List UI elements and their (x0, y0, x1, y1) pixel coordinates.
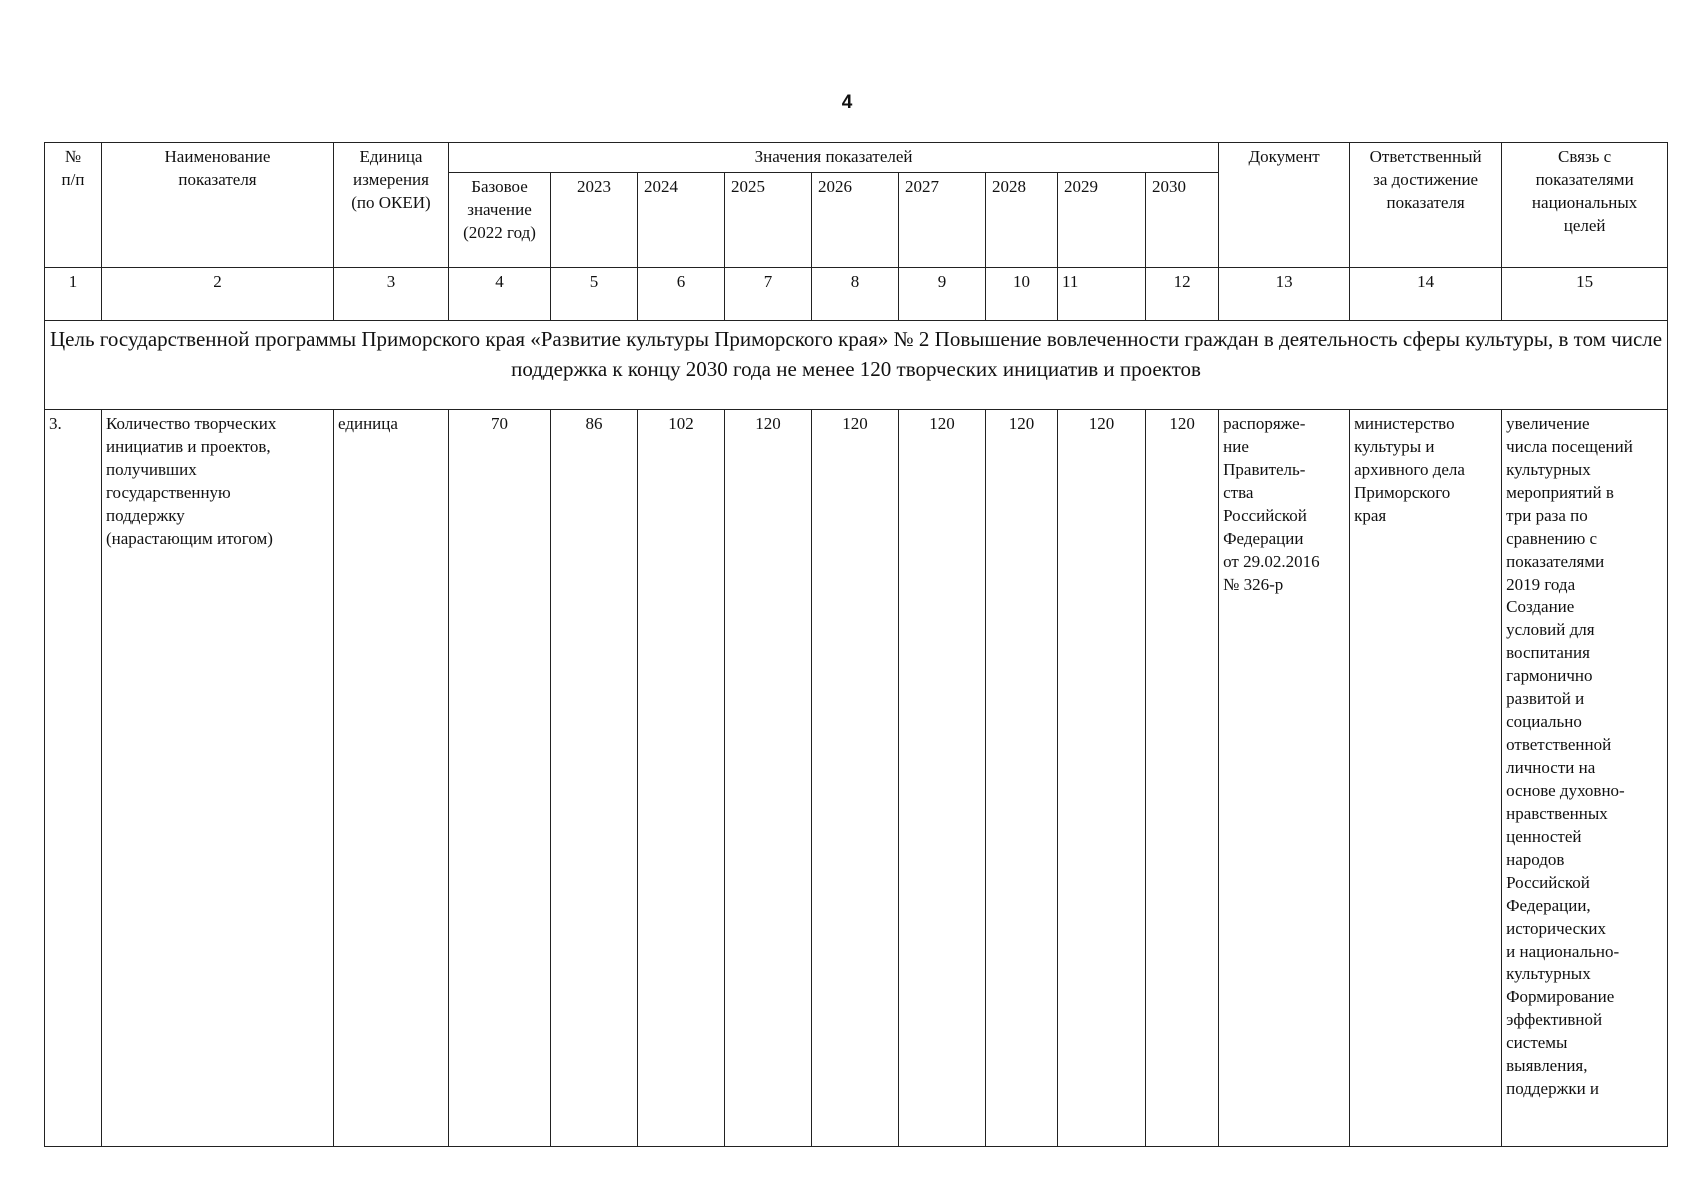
indicator-value: 120 (1146, 409, 1219, 1146)
header-values-group: Значения показателей (449, 143, 1219, 173)
column-number: 9 (899, 267, 986, 320)
indicator-base-value: 70 (449, 409, 551, 1146)
column-number: 13 (1219, 267, 1350, 320)
column-number: 8 (812, 267, 899, 320)
column-numbers-row (45, 267, 1668, 320)
indicator-value: 102 (638, 409, 725, 1146)
goal-text: Цель государственной программы Приморского края «Развитие культуры Приморского края» № 2 Повышение вовлеченности граждан в деятельность сферы культуры, в том числе поддержка к концу 2030 года не менее 120 творческих инициатив и проектов (45, 320, 1668, 409)
header-year: 2024 (638, 172, 725, 267)
header-num: № п/п (45, 143, 102, 268)
indicator-responsible: министерство культуры и архивного дела Приморского края (1350, 409, 1502, 1146)
table-row (45, 409, 1668, 1146)
header-year: 2025 (725, 172, 812, 267)
indicator-name: Количество творческих инициатив и проектов, получивших государственную поддержку (нарастающим итогом) (102, 409, 334, 1146)
column-number: 4 (449, 267, 551, 320)
column-number: 12 (1146, 267, 1219, 320)
header-year: 2023 (551, 172, 638, 267)
header-year: 2027 (899, 172, 986, 267)
row-number: 3. (45, 409, 102, 1146)
column-number: 10 (986, 267, 1058, 320)
header-name: Наименование показателя (102, 143, 334, 268)
column-number: 2 (102, 267, 334, 320)
page-number: 4 (841, 92, 853, 113)
column-number: 11 (1058, 267, 1146, 320)
header-year: 2030 (1146, 172, 1219, 267)
column-number: 6 (638, 267, 725, 320)
column-number: 7 (725, 267, 812, 320)
header-year: 2029 (1058, 172, 1146, 267)
header-year: 2026 (812, 172, 899, 267)
indicator-document: распоряже- ние Правитель- ства Российской Федерации от 29.02.2016 № 326-р (1219, 409, 1350, 1146)
column-number: 1 (45, 267, 102, 320)
header-responsible: Ответственный за достижение показателя (1350, 143, 1502, 268)
indicator-value: 120 (899, 409, 986, 1146)
indicator-unit: единица (334, 409, 449, 1146)
indicator-value: 120 (725, 409, 812, 1146)
header-link: Связь с показателями национальных целей (1502, 143, 1668, 268)
indicator-national-goals-link: увеличение числа посещений культурных мероприятий в три раза по сравнению с показателями 2019 года Создание условий для воспитания гармонично развитой и социально ответственной личности на основе духовно- нравственных ценностей народов Российской Федерации, исторических и национально- культурных Формирование эффективной системы выявления, поддержки и (1502, 409, 1668, 1146)
column-number: 5 (551, 267, 638, 320)
column-number: 3 (334, 267, 449, 320)
indicators-table (44, 142, 1668, 1147)
indicator-value: 120 (1058, 409, 1146, 1146)
header-document: Документ (1219, 143, 1350, 268)
header-base: Базовое значение (2022 год) (449, 172, 551, 267)
indicator-value: 120 (986, 409, 1058, 1146)
column-number: 15 (1502, 267, 1668, 320)
indicator-value: 120 (812, 409, 899, 1146)
header-year: 2028 (986, 172, 1058, 267)
goal-row (45, 320, 1668, 409)
column-number: 14 (1350, 267, 1502, 320)
indicator-value: 86 (551, 409, 638, 1146)
header-row-1 (45, 143, 1668, 173)
header-unit: Единица измерения (по ОКЕИ) (334, 143, 449, 268)
